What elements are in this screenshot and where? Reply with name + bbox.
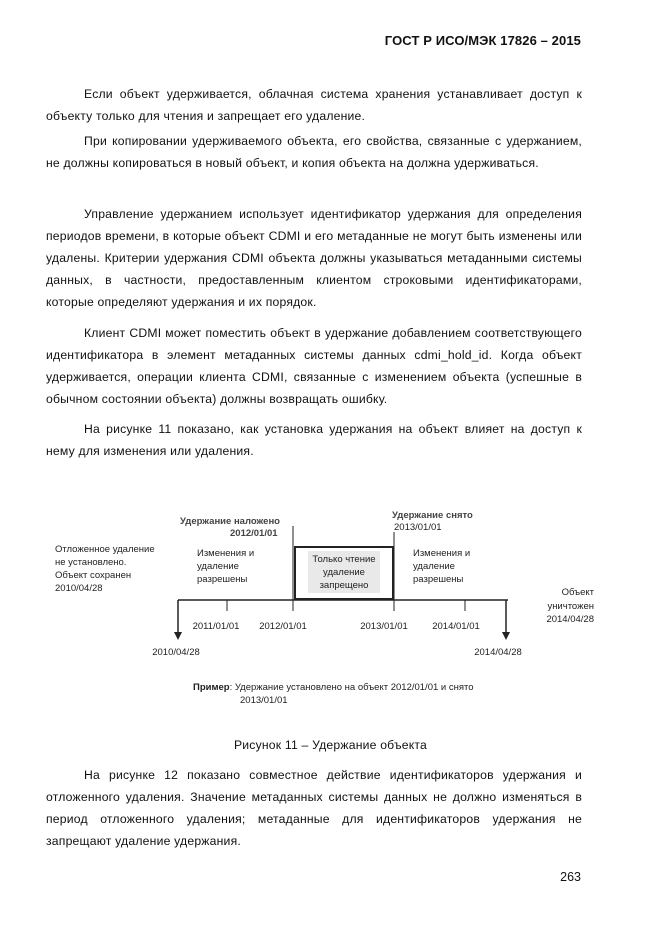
right-note-line-1: Объект: [561, 587, 594, 598]
paragraph-figure-12-reference: На рисунке 12 показано совместное действие идентификаторов удержания и отложенного удаления. Значение метаданных системы данных не должно изменяться в период отложенного удаления; метаданные для идентификаторов удержания не запрещают удаление удержания.: [46, 768, 582, 848]
period-before-line-3: разрешены: [197, 574, 248, 585]
period-after-line-1: Изменения и: [413, 548, 471, 559]
start-date-label: 2010/04/28: [152, 647, 200, 658]
hold-set-title: Удержание наложено: [180, 516, 280, 527]
left-note-line-1: Отложенное удаление: [55, 544, 155, 555]
right-note-line-2: уничтожен: [547, 601, 594, 612]
document-header: ГОСТ Р ИСО/МЭК 17826 – 2015: [384, 33, 581, 48]
example-note: [193, 682, 474, 693]
paragraph-figure-reference: На рисунке 11 показано, как установка удержания на объект влияет на доступ к нему для изменения или удаления.: [46, 422, 582, 458]
right-note-line-3: 2014/04/28: [546, 614, 594, 625]
example-text-line-2: 2013/01/01: [240, 695, 288, 706]
end-arrow-head: [502, 632, 510, 640]
example-text: : Удержание установлено на объект 2012/01/01 и снято: [229, 682, 474, 693]
hold-released-title: Удержание снято: [392, 510, 473, 521]
paragraph-hold-copy: При копировании удерживаемого объекта, его свойства, связанные с удержанием, не должны копироваться в новый объект, и копия объекта на должна удерживаться.: [46, 134, 582, 170]
tick-label-2011: 2011/01/01: [192, 621, 240, 632]
left-note-line-3: Объект сохранен: [55, 570, 132, 581]
paragraph-cdmi-client: Клиент CDMI может поместить объект в удержание добавлением соответствующего идентификатора в элемент метаданных системы данных cdmi_hold_id. Когда объект удерживается, операции клиента CDMI, связанные с изменением объекта (успешные в обычном состоянии объекта) должны возвращать ошибку.: [46, 326, 582, 406]
figure-caption: Рисунок 11 – Удержание объекта: [233, 738, 428, 752]
period-hold-line-3: запрещено: [319, 580, 369, 591]
hold-set-date: 2012/01/01: [230, 528, 278, 539]
period-before-line-1: Изменения и: [197, 548, 255, 559]
period-before-line-2: удаление: [197, 561, 239, 572]
period-after-line-3: разрешены: [413, 574, 464, 585]
tick-label-2013: 2013/01/01: [360, 621, 408, 632]
period-hold-line-2: удаление: [323, 567, 365, 578]
tick-label-2014: 2014/01/01: [432, 621, 480, 632]
hold-timeline-diagram: [40, 490, 620, 720]
period-hold-line-1: Только чтение: [312, 554, 376, 565]
tick-label-2012: 2012/01/01: [259, 621, 307, 632]
hold-timeline-figure: [40, 490, 620, 720]
period-after-line-2: удаление: [413, 561, 455, 572]
paragraph-hold-management: Управление удержанием использует идентификатор удержания для определения периодов времени, в которые объект CDMI и его метаданные не могут быть изменены или удалены. Критерии удержания CDMI объекта должны указываться метаданными системы данных, в частности, предоставленным клиентом строковыми идентификаторами, которые определяют удержания и их порядок.: [46, 207, 582, 309]
page-number: 263: [560, 870, 581, 884]
hold-released-date: 2013/01/01: [394, 522, 442, 533]
left-note-line-2: не установлено.: [55, 557, 127, 568]
example-label: Пример: [193, 682, 230, 693]
end-date-label: 2014/04/28: [474, 647, 522, 658]
paragraph-hold-access: Если объект удерживается, облачная система хранения устанавливает доступ к объекту только для чтения и запрещает его удаление.: [46, 87, 582, 123]
left-note-line-4: 2010/04/28: [55, 583, 103, 594]
start-arrow-head: [174, 632, 182, 640]
